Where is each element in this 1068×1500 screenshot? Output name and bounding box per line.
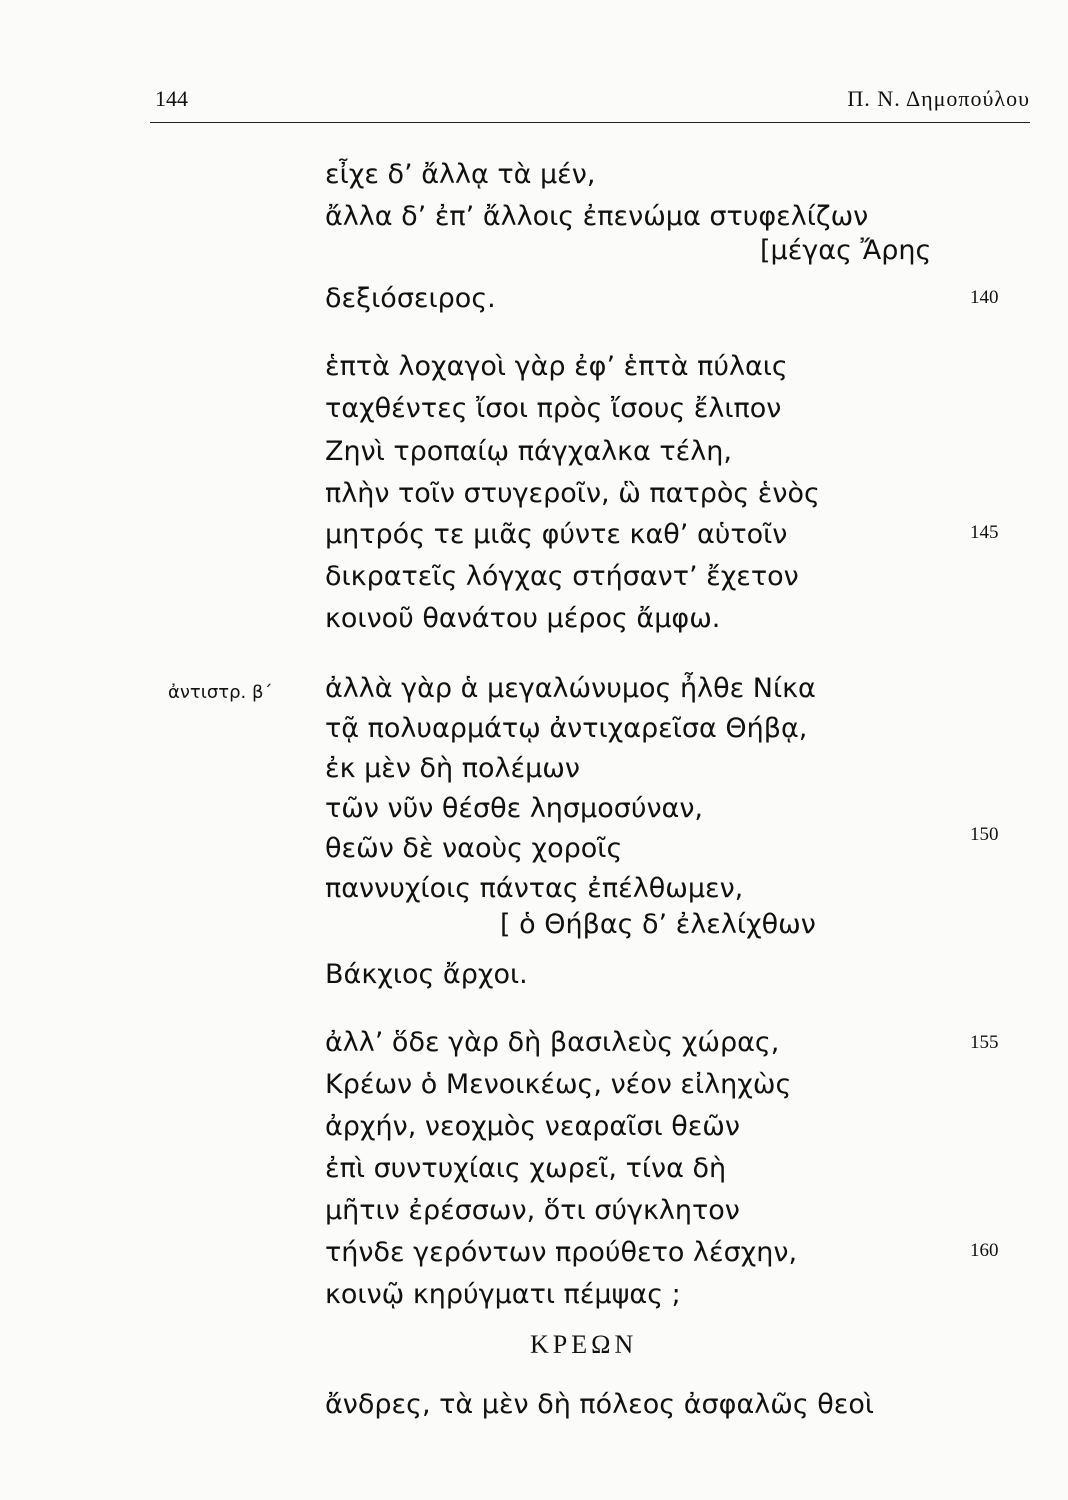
verse-line: πλὴν τοῖν στυγεροῖν, ὣ πατρὸς ἑνὸς [325, 478, 820, 509]
verse-line: μῆτιν ἐρέσσων, ὅτι σύγκλητον [325, 1195, 740, 1226]
verse-line: Βάκχιος ἄρχοι. [325, 959, 528, 990]
verse-line: κοινοῦ θανάτου μέρος ἄμφω. [325, 603, 721, 634]
verse-line: ἄνδρες, τὰ μὲν δὴ πόλεος ἀσφαλῶς θεοὶ [325, 1389, 875, 1420]
verse-line: ἑπτὰ λοχαγοὶ γὰρ ἐφ’ ἑπτὰ πύλαις [325, 351, 788, 382]
verse-line: ταχθέντες ἴσοι πρὸς ἴσους ἔλιπον [325, 393, 782, 424]
verse-line: εἶχε δ’ ἄλλᾳ τὰ μέν, [325, 159, 596, 190]
line-number: 160 [970, 1240, 999, 1261]
line-number: 150 [970, 824, 999, 845]
line-number: 145 [970, 522, 999, 543]
verse-line: ἐπὶ συντυχίαις χωρεῖ, τίνα δὴ [325, 1153, 727, 1184]
page-number: 144 [155, 86, 188, 111]
verse-line: ἀρχήν, νεοχμὸς νεαραῖσι θεῶν [325, 1111, 740, 1142]
line-number: 140 [970, 287, 999, 308]
speaker-name: ΚΡΕΩΝ [530, 1330, 638, 1359]
verse-line: τῶν νῦν θέσθε λησμοσύναν, [325, 793, 703, 824]
verse-line: μητρός τε μιᾶς φύντε καθ’ αὑτοῖν [325, 519, 788, 550]
line-number: 155 [970, 1032, 999, 1053]
verse-line: Ζηνὶ τροπαίῳ πάγχαλκα τέλη, [325, 436, 732, 467]
page-header [155, 86, 1030, 126]
verse-line: [ ὁ Θήβας δ’ ἐλελίχθων [500, 909, 816, 940]
verse-line: θεῶν δὲ ναοὺς χοροῖς [325, 833, 623, 864]
verse-line: δεξιόσειρος. [325, 283, 496, 314]
verse-line: ἄλλα δ’ ἐπ’ ἄλλοις ἐπενώμα στυφελίζων [325, 201, 869, 232]
header-rule [150, 122, 1030, 123]
verse-line: τήνδε γερόντων προύθετο λέσχην, [325, 1237, 798, 1268]
verse-line: ἐκ μὲν δὴ πολέμων [325, 753, 580, 784]
verse-line: [μέγας Ἄρης [760, 235, 932, 266]
verse-line: παννυχίοις πάντας ἐπέλθωμεν, [325, 873, 744, 904]
verse-line: τᾷ πολυαρμάτῳ ἀντιχαρεῖσα Θήβᾳ, [325, 713, 808, 744]
running-title: Π. Ν. Δημοπούλου [847, 86, 1030, 111]
verse-line: Κρέων ὁ Μενοικέως, νέον εἰληχὼς [325, 1069, 792, 1100]
verse-line: κοινῷ κηρύγματι πέμψας ; [325, 1279, 681, 1310]
verse-line: δικρατεῖς λόγχας στήσαντ’ ἔχετον [325, 561, 799, 592]
verse-line: ἀλλ’ ὅδε γὰρ δὴ βασιλεὺς χώρας, [325, 1027, 780, 1058]
verse-line: ἀλλὰ γὰρ ἁ μεγαλώνυμος ἦλθε Νίκα [325, 673, 816, 704]
strophe-label: ἀντιστρ. β΄ [168, 682, 273, 703]
